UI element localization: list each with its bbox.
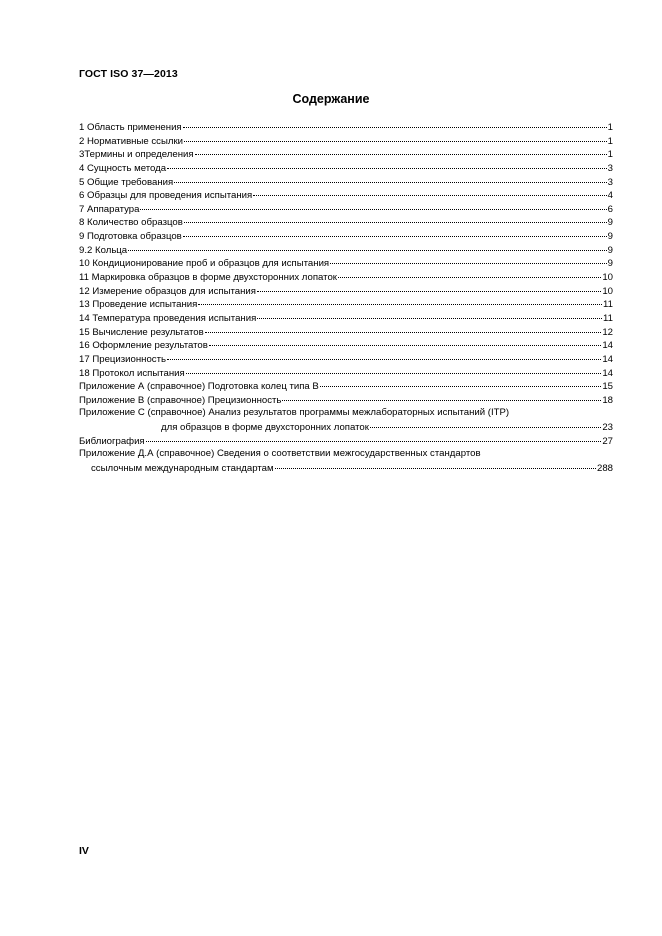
toc-leader-dots (146, 432, 602, 442)
toc-entry-label: 12 Измерение образцов для испытания (79, 285, 256, 297)
toc-entry-page: 6 (607, 203, 613, 215)
toc-leader-dots (186, 364, 602, 374)
toc-entry-label: 11 Маркировка образцов в форме двухсторонних лопаток (79, 272, 337, 284)
toc-entry-label: 6 Образцы для проведения испытания (79, 190, 253, 202)
document-code: ГОСТ ISO 37—2013 (79, 68, 178, 80)
toc-leader-dots (183, 118, 607, 128)
toc-leader-dots (195, 145, 607, 155)
toc-title: Содержание (292, 92, 370, 106)
toc-leader-dots (253, 186, 606, 196)
toc-entry-page: 14 (602, 340, 613, 352)
toc-entry-page: 10 (602, 285, 613, 297)
toc-entry-page: 11 (603, 299, 613, 311)
toc-leader-dots (205, 323, 602, 333)
toc-entry-page: 12 (602, 326, 613, 338)
toc-entry-page: 9 (607, 258, 613, 270)
toc-entry-page: 11 (603, 312, 613, 324)
toc-entry-page: 3 (607, 162, 613, 174)
toc-entry-page: 1 (607, 149, 613, 161)
toc-leader-dots (174, 173, 606, 183)
toc-entry-page: 27 (602, 435, 613, 447)
toc-entry-page: 3 (607, 176, 613, 188)
toc-leader-dots (167, 350, 601, 360)
toc-leader-dots (275, 459, 596, 469)
toc-entry-label: 4 Сущность метода (79, 162, 167, 174)
toc-entry-label: 1 Область применения (79, 122, 182, 133)
toc-entry-page: 15 (602, 381, 613, 393)
toc-leader-dots (257, 309, 602, 319)
toc-leader-dots (167, 159, 607, 169)
toc-entry-label: Библиография (79, 435, 145, 447)
toc-entry-page: 23 (602, 422, 613, 434)
toc-entry-label: 9 Подготовка образцов (79, 231, 182, 243)
toc-entry-label: 10 Кондиционирование проб и образцов для испытания (79, 258, 330, 270)
toc-leader-dots (140, 200, 606, 210)
toc-entry-label: Приложение С (справочное) Анализ результатов программы межлабораторных испытаний (ITP) (79, 407, 510, 419)
toc-entry-label: Приложение Д.А (справочное) Сведения о соответствии межгосударственных стандартов (79, 448, 481, 460)
toc-entry-label: Приложение В (справочное) Прецизионность (79, 394, 282, 406)
toc-leader-dots (257, 282, 601, 292)
toc-entry-label: 15 Вычисление результатов (79, 326, 204, 338)
toc-entry-label: 16 Оформление результатов (79, 340, 208, 352)
toc-entry-label: 3Термины и определения (79, 149, 194, 161)
toc-entry-label: 14 Температура проведения испытания (79, 312, 257, 324)
toc-entry-label: 13 Проведение испытания (79, 299, 198, 311)
toc-entry-page: 14 (602, 367, 613, 379)
toc-entry-page: 1 (607, 135, 613, 147)
toc-entry-label: 8 Количество образцов (79, 217, 183, 229)
toc-leader-dots (128, 241, 607, 251)
toc-leader-dots (338, 268, 601, 278)
toc-leader-dots (330, 254, 607, 264)
toc-entry-page: 9 (607, 231, 613, 243)
toc-entry-page: 10 (602, 272, 613, 284)
toc-entry-label: 18 Протокол испытания (79, 367, 185, 379)
toc-leader-dots (184, 132, 607, 142)
toc-entry-label: для образцов в форме двухсторонних лопаток (161, 422, 369, 434)
toc-entry-page: 14 (602, 353, 613, 365)
toc-entry-page: 288 (596, 463, 613, 475)
toc-leader-dots (370, 418, 601, 428)
toc-entry-label: Приложение А (справочное) Подготовка колец типа В (79, 381, 319, 393)
toc-entry-page: 9 (607, 217, 613, 229)
toc-entry-label: 17 Прецизионность (79, 353, 166, 365)
toc-leader-dots (184, 213, 607, 223)
toc-entry-page: 9 (607, 244, 613, 256)
toc-entry[interactable] (79, 434, 613, 448)
toc-entry-label: 5 Общие требования (79, 176, 174, 188)
toc-entry[interactable] (79, 393, 613, 407)
toc-entry[interactable] (79, 461, 613, 475)
toc-entry-label: ссылочным международным стандартам (91, 463, 274, 475)
page-number: IV (79, 845, 89, 857)
toc-leader-dots (183, 227, 607, 237)
toc-leader-dots (198, 295, 602, 305)
toc-entry-label: 9.2 Кольца (79, 244, 128, 256)
toc-entry-page: 1 (607, 122, 613, 133)
toc-entry-label: 7 Аппаратура (79, 203, 140, 215)
table-of-contents (79, 120, 613, 475)
toc-leader-dots (209, 336, 601, 346)
toc-leader-dots (282, 391, 601, 401)
toc-entry-label: 2 Нормативные ссылки (79, 135, 184, 147)
toc-leader-dots (320, 377, 601, 387)
toc-entry-page: 4 (607, 190, 613, 202)
toc-entry-page: 18 (602, 394, 613, 406)
